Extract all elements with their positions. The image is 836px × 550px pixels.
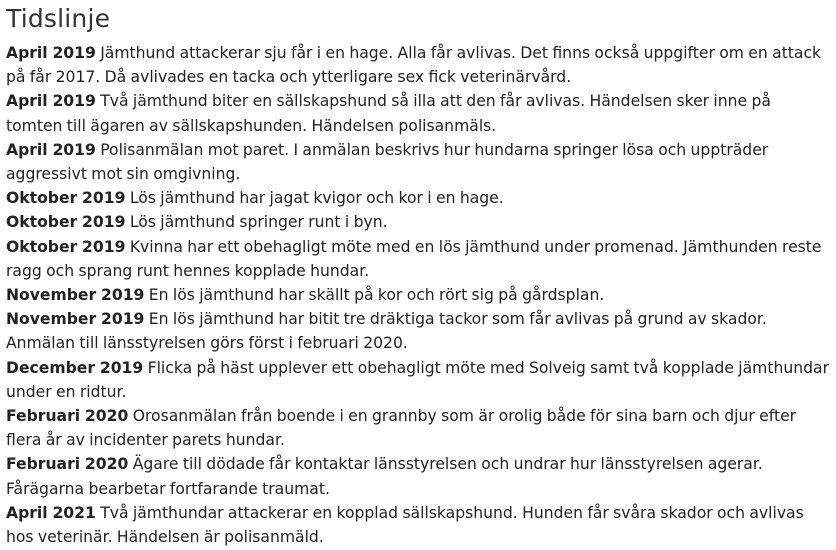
timeline-entry [6,138,830,186]
timeline-entry [6,404,830,452]
timeline-entry [6,452,830,500]
timeline-entry [6,186,830,210]
entry-date: November 2019 [6,310,145,329]
entry-text: Kvinna har ett obehagligt möte med en lös jämthund under promenad. Jämthunden reste ragg och sprang runt hennes kopplade hundar. [6,237,822,280]
entry-text: Lös jämthund springer runt i byn. [129,213,388,232]
timeline-list [6,41,830,549]
timeline-entry [6,307,830,355]
entry-text: En lös jämthund har skällt på kor och rört sig på gårdsplan. [148,286,605,305]
timeline-entry [6,235,830,283]
entry-text: Jämthund attackerar sju får i en hage. Alla får avlivas. Det finns också uppgifter om en attack på får 2017. Då avlivades en tacka och ytterligare sex fick veterinärvård. [6,44,822,87]
timeline-entry [6,210,830,234]
timeline-entry [6,41,830,89]
entry-date: April 2019 [6,44,96,62]
entry-date: Oktober 2019 [6,237,126,256]
entry-text: Två jämthund biter en sällskapshund så illa att den får avlivas. Händelsen sker inne på tomten till ägaren av sällskapshunden. Händelsen polisanmäls. [6,92,771,135]
entry-text: Två jämthundar attackerar en kopplad sällskapshund. Hunden får svåra skador och avlivas hos veterinär. Händelsen är polisanmäld. [6,503,804,547]
entry-text: Lös jämthund har jagat kvigor och kor i en hage. [129,189,504,208]
entry-date: April 2019 [6,92,96,111]
entry-text: En lös jämthund har bitit tre dräktiga tackor som får avlivas på grund av skador. Anmälan till länsstyrelsen görs först i februari 2020. [6,310,767,353]
entry-date: November 2019 [6,286,145,305]
entry-date: April 2021 [6,503,96,522]
entry-text: Polisanmälan mot paret. I anmälan beskrivs hur hundarna springer lösa och uppträder aggressivt mot sin omgivning. [6,140,769,184]
entry-date: Februari 2020 [6,455,129,474]
timeline-entry [6,89,830,137]
entry-text: Ägare till dödade får kontaktar länsstyrelsen och undrar hur länsstyrelsen agerar. Fårägarna bearbetar fortfarande traumat. [6,455,763,498]
page-title: Tidslinje [6,4,111,33]
entry-date: Februari 2020 [6,407,129,426]
timeline-entry [6,356,830,404]
timeline-entry [6,283,830,307]
entry-date: April 2019 [6,140,96,159]
entry-text: Flicka på häst upplever ett obehagligt möte med Solveig samt två kopplade jämthundar under en ridtur. [6,358,829,401]
entry-date: December 2019 [6,358,144,377]
entry-date: Oktober 2019 [6,213,126,232]
entry-text: Orosanmälan från boende i en grannby som är orolig både för sina barn och djur efter flera år av incidenter parets hundar. [6,407,797,450]
entry-date: Oktober 2019 [6,189,126,208]
timeline-entry [6,501,830,549]
